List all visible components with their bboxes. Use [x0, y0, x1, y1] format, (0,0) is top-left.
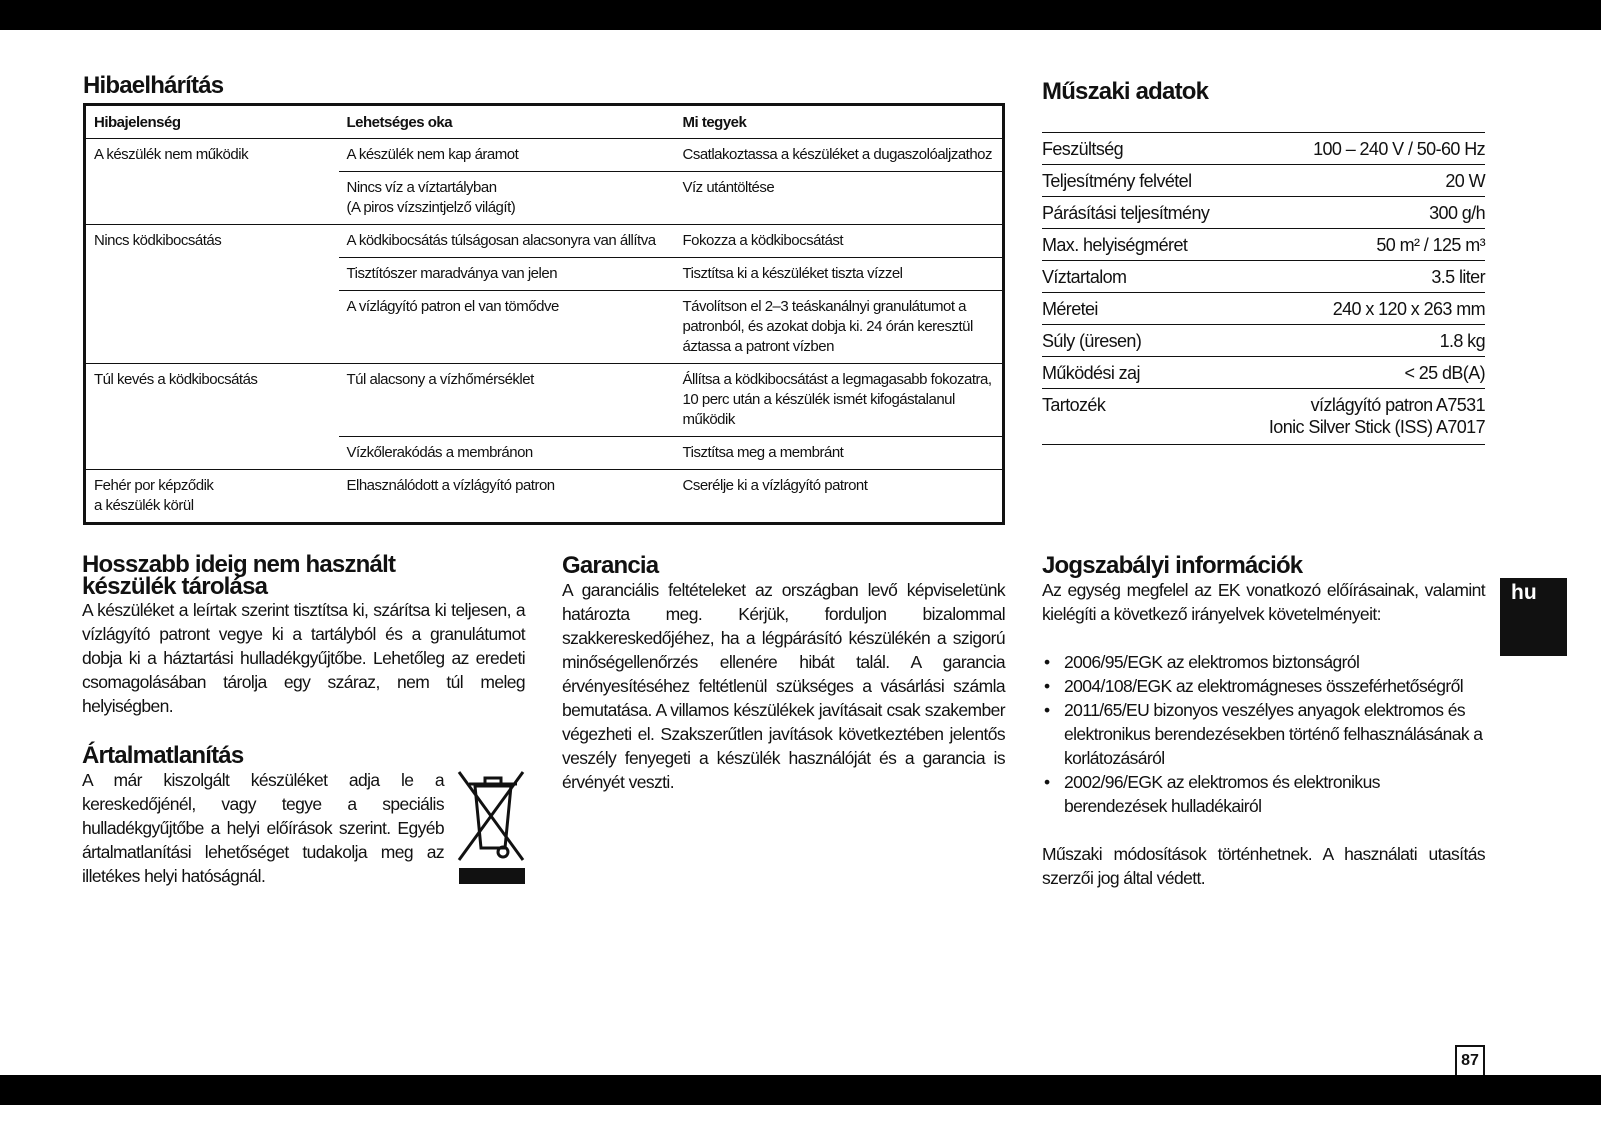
- directive-item: • 2011/65/EU bizonyos veszélyes anyagok elektromos és elektronikus berendezésekben történő felhasználásának a korlátozásáról: [1042, 698, 1485, 770]
- specs-title: Műszaki adatok: [1042, 78, 1209, 105]
- bottom-bar: [0, 1075, 1601, 1105]
- action-cell: Távolítson el 2–3 teáskanálnyi granulátumot a patronból, és azokat dobja ki. 24 órán keresztül áztassa a patront vízben: [675, 291, 1004, 364]
- table-row: [85, 225, 1004, 258]
- table-row: [85, 139, 1004, 172]
- warranty-title: Garancia: [562, 552, 659, 579]
- legal-section: [1042, 554, 1485, 890]
- language-tab: [1500, 578, 1567, 656]
- symptom-cell: Fehér por képződik a készülék körül: [85, 470, 339, 524]
- storage-title: Hosszabb ideig nem használt készülék tárolása: [82, 551, 396, 600]
- troubleshooting-table: [83, 103, 1005, 525]
- action-cell: Tisztítsa ki a készüléket tiszta vízzel: [675, 258, 1004, 291]
- page-number: 87: [1455, 1045, 1485, 1075]
- storage-text: A készüléket a leírtak szerint tisztítsa ki, szárítsa ki teljesen, a vízlágyító patront vegye ki a tartályból és a granulátumot dobja ki a háztartási hulladékgyűjtőbe. Lehetőleg az eredeti csomagolásában tárolja egy száraz, nem túl meleg helyiségben.: [82, 600, 525, 716]
- cause-cell: A készülék nem kap áramot: [346, 146, 519, 163]
- col-header-cause: Lehetséges oka: [339, 105, 675, 139]
- symptom-cell: Nincs ködkibocsátás: [85, 225, 339, 364]
- spec-label: Súly (üresen): [1042, 325, 1235, 357]
- action-cell: Cserélje ki a vízlágyító patront: [675, 470, 1004, 524]
- cause-cell: Tisztítószer maradványa van jelen: [339, 258, 675, 291]
- specs-table: [1042, 132, 1485, 445]
- directive-list: [1042, 650, 1485, 818]
- action-cell: Tisztítsa meg a membránt: [675, 437, 1004, 470]
- spec-row: [1042, 165, 1485, 197]
- spec-value: 240 x 120 x 263 mm: [1235, 293, 1485, 325]
- spec-label: Víztartalom: [1042, 261, 1235, 293]
- spec-row: [1042, 229, 1485, 261]
- spec-label: Teljesítmény felvétel: [1042, 165, 1235, 197]
- cause-cell: Elhasználódott a vízlágyító patron: [339, 470, 675, 524]
- spec-row: [1042, 357, 1485, 389]
- warranty-text: A garanciális feltételeket az országban levő képviseletünk határozta meg. Kérjük, forduljon bizalommal szakkereskedőjéhez, ha a légpárásító készülékén a szigorú minőségellenőrzés ellenére hibát talál. A garancia érvényesítéséhez feltétlenül szükséges a vásárlási számla bemutatása. A villamos készülékek javításait csak szakember végezheti el. Szakszerűtlen javítások következtében jelentős veszély fenyegeti a készülék használóját és a garancia is érvényét veszti.: [562, 580, 1005, 792]
- spec-label: Működési zaj: [1042, 357, 1235, 389]
- spec-label: Párásítási teljesítmény: [1042, 197, 1235, 229]
- spec-value: 20 W: [1235, 165, 1485, 197]
- storage-section: [82, 551, 525, 718]
- spec-label: Feszültség: [1042, 133, 1235, 165]
- legal-note: Műszaki módosítások történhetnek. A használati utasítás szerzői jog által védett.: [1042, 844, 1485, 888]
- cause-cell: Nincs víz a víztartályban (A piros vízszintjelző világít): [339, 172, 675, 225]
- disposal-text: A már kiszolgált készüléket adja le a kereskedőjénél, vagy tegye a speciális hulladékgyűjtőbe a helyi előírások szerint. Egyéb ártalmatlanítási lehetőséget tudakolja meg az illetékes helyi hatóságnál.: [82, 770, 444, 886]
- symptom-cell: A készülék nem működik: [94, 146, 249, 163]
- specs-table-wrap: [1042, 132, 1485, 445]
- action-cell: Állítsa a ködkibocsátást a legmagasabb fokozatra, 10 perc után a készülék ismét kifogástalanul működik: [675, 364, 1004, 437]
- spec-label: Max. helyiségméret: [1042, 229, 1235, 261]
- symptom-cell: Túl kevés a ködkibocsátás: [85, 364, 339, 470]
- legal-intro: Az egység megfelel az EK vonatkozó előírásainak, valamint kielégíti a következő irányelvek követelményeit:: [1042, 580, 1485, 624]
- warranty-section: [562, 554, 1005, 794]
- spec-row: [1042, 133, 1485, 165]
- spec-row: [1042, 389, 1485, 445]
- table-row: [85, 364, 1004, 437]
- cause-cell: Vízkőlerakódás a membránon: [339, 437, 675, 470]
- spec-row: [1042, 197, 1485, 229]
- spec-value: 50 m² / 125 m³: [1235, 229, 1485, 261]
- spec-label: Tartozék: [1042, 389, 1235, 445]
- troubleshooting-title: Hibaelhárítás: [83, 72, 224, 99]
- language-tab-label: hu: [1511, 581, 1537, 604]
- spec-value: 1.8 kg: [1235, 325, 1485, 357]
- spec-row: [1042, 293, 1485, 325]
- cause-cell: Túl alacsony a vízhőmérséklet: [339, 364, 675, 437]
- legal-title: Jogszabályi információk: [1042, 552, 1303, 579]
- directive-item: • 2006/95/EGK az elektromos biztonságról: [1042, 650, 1485, 674]
- action-cell: Fokozza a ködkibocsátást: [675, 225, 1004, 258]
- spec-row: [1042, 261, 1485, 293]
- cause-cell: A vízlágyító patron el van tömődve: [339, 291, 675, 364]
- col-header-action: Mi tegyek: [675, 105, 1004, 139]
- directive-item: • 2004/108/EGK az elektromágneses összeférhetőségről: [1042, 674, 1485, 698]
- spec-value: < 25 dB(A): [1235, 357, 1485, 389]
- action-cell: Csatlakoztassa a készüléket a dugaszolóaljzathoz: [682, 146, 993, 163]
- spec-value: 3.5 liter: [1235, 261, 1485, 293]
- spec-value: 100 – 240 V / 50-60 Hz: [1235, 133, 1485, 165]
- directive-item: • 2002/96/EGK az elektromos és elektronikus berendezések hulladékairól: [1042, 770, 1485, 818]
- weee-crossed-bin-icon: [455, 768, 527, 886]
- spec-value: vízlágyító patron A7531 Ionic Silver Stick (ISS) A7017: [1235, 389, 1485, 445]
- col-header-symptom: Hibajelenség: [85, 105, 339, 139]
- spec-row: [1042, 325, 1485, 357]
- table-row: [85, 470, 1004, 524]
- troubleshooting-table-wrap: [83, 103, 1005, 525]
- spec-value: 300 g/h: [1235, 197, 1485, 229]
- cause-cell: A ködkibocsátás túlságosan alacsonyra van állítva: [339, 225, 675, 258]
- top-bar: [0, 0, 1601, 30]
- action-cell: Víz utántöltése: [675, 172, 1004, 225]
- spec-label: Méretei: [1042, 293, 1235, 325]
- disposal-title: Ártalmatlanítás: [82, 742, 244, 769]
